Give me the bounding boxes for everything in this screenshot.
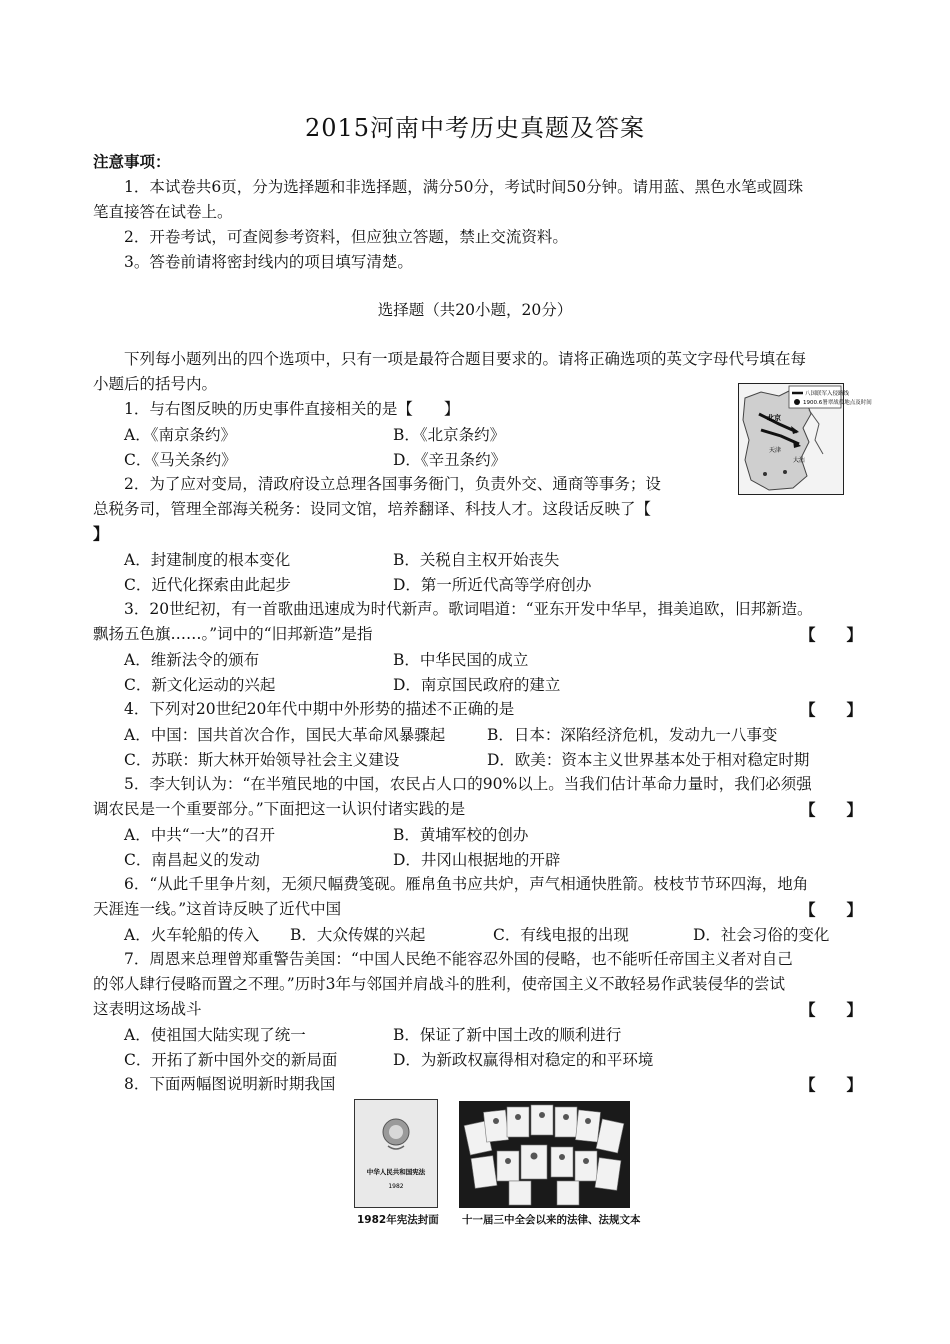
q7-answer-bracket[interactable]: 【 】 <box>800 1000 863 1019</box>
question-4: 4．下列对20世纪20年代中期中外形势的描述不正确的是 <box>124 700 515 718</box>
q1-option-b: B．《北京条约》 <box>393 426 506 444</box>
left-figure-caption: 1982年宪法封面 <box>357 1214 439 1226</box>
q1-option-a: A．《南京条约》 <box>124 426 236 444</box>
q2-option-b: B．关税自主权开始丧失 <box>393 551 560 569</box>
q2-option-a: A．封建制度的根本变化 <box>124 551 291 569</box>
notice-item-2: 2．开卷考试，可查阅参考资料，但应独立答题，禁止交流资料。 <box>124 228 568 246</box>
q7-option-c: C．开拓了新中国外交的新局面 <box>124 1051 338 1069</box>
q5-option-a: A．中共“一大”的召开 <box>124 826 276 844</box>
question-2: 2．为了应对变局，清政府设立总理各国事务衙门，负责外交、通商等事务；设 <box>124 475 661 493</box>
question-5-cont: 调农民是一个重要部分。”下面把这一认识付诸实践的是 <box>93 800 466 818</box>
notice-item-1: 1．本试卷共6页，分为选择题和非选择题，满分50分，考试时间50分钟。请用蓝、黑色水笔或圆珠 <box>124 178 804 196</box>
section-intro: 下列每小题列出的四个选项中，只有一项是最符合题目要求的。请将正确选项的英文字母代号填在每 <box>124 350 807 368</box>
map-label-tianjin: 天津 <box>769 447 782 454</box>
law-texts-drawing <box>459 1101 630 1208</box>
q1-option-c: C．《马关条约》 <box>124 451 237 469</box>
q4-option-b: B．日本：深陷经济危机，发动九一八事变 <box>487 726 778 744</box>
map-legend-1: 八国联军入侵路线 <box>805 391 850 397</box>
q5-option-d: D．井冈山根据地的开辟 <box>393 851 561 869</box>
q6-option-b: B．大众传媒的兴起 <box>290 926 426 944</box>
question-3-cont: 飘扬五色旗……。”词中的“旧邦新造”是指 <box>93 625 373 643</box>
question-7: 7．周恩来总理曾郑重警告美国：“中国人民绝不能容忍外国的侵略，也不能听任帝国主义者对自己 <box>124 950 793 968</box>
question-1: 1．与右图反映的历史事件直接相关的是【 】 <box>124 400 460 418</box>
q1-option-d: D．《辛丑条约》 <box>393 451 507 469</box>
q3-answer-bracket[interactable]: 【 】 <box>800 625 863 644</box>
constitution-cover-year: 1982 <box>388 1183 404 1190</box>
notice-item-1-cont: 笔直接答在试卷上。 <box>93 203 233 221</box>
q5-option-c: C．南昌起义的发动 <box>124 851 260 869</box>
constitution-cover-drawing <box>355 1100 437 1207</box>
section-intro-cont: 小题后的括号内。 <box>93 375 218 393</box>
map-label-dagu: 大沽 <box>793 457 806 464</box>
q2-option-c: C．近代化探索由此起步 <box>124 576 291 594</box>
q4-option-c: C．苏联：斯大林开始领导社会主义建设 <box>124 751 400 769</box>
constitution-cover-title: 中华人民共和国宪法 <box>366 1168 426 1176</box>
q3-option-d: D．南京国民政府的建立 <box>393 676 561 694</box>
q7-option-d: D．为新政权赢得相对稳定的和平环境 <box>393 1051 654 1069</box>
q3-option-b: B．中华民国的成立 <box>393 651 529 669</box>
q5-option-b: B．黄埔军校的创办 <box>393 826 529 844</box>
question-7-cont2: 这表明这场战斗 <box>93 1000 202 1018</box>
q6-option-d: D．社会习俗的变化 <box>693 926 830 944</box>
q3-option-a: A．维新法令的颁布 <box>124 651 260 669</box>
q4-option-a: A．中国：国共首次合作，国民大革命风暴骤起 <box>124 726 446 744</box>
law-texts-image <box>459 1101 630 1208</box>
q4-answer-bracket[interactable]: 【 】 <box>800 700 863 719</box>
notice-item-3: 3。答卷前请将密封线内的项目填写清楚。 <box>124 253 413 271</box>
section-title: 选择题（共20小题，20分） <box>377 301 573 319</box>
page-title: 2015河南中考历史真题及答案 <box>304 114 646 142</box>
q5-answer-bracket[interactable]: 【 】 <box>800 800 863 819</box>
right-figure-caption: 十一届三中全会以来的法律、法规文本 <box>462 1214 641 1226</box>
question-2-cont: 总税务司，管理全部海关税务：设同文馆，培养翻译、科技人才。这段话反映了【 <box>93 500 652 518</box>
q7-option-a: A．使祖国大陆实现了统一 <box>124 1026 306 1044</box>
q7-option-b: B．保证了新中国土改的顺利进行 <box>393 1026 622 1044</box>
question-7-cont: 的邻人肆行侵略而置之不理。”历时3年与邻国并肩战斗的胜利，使帝国主义不敢轻易作武装侵华的尝试 <box>93 975 786 993</box>
q4-option-d: D．欧美：资本主义世界基本处于相对稳定时期 <box>487 751 810 769</box>
map-label-beijing: 北京 <box>767 414 781 422</box>
map-drawing <box>739 384 872 494</box>
map-legend-2: 1900.6署翠战役地点及时间 <box>803 400 872 406</box>
question-6-cont: 天涯连一线。”这首诗反映了近代中国 <box>93 900 342 918</box>
question-5: 5．李大钊认为：“在半殖民地的中国，农民占人口的90%以上。当我们估计革命力量时，我们必须强 <box>124 775 812 793</box>
q3-option-c: C．新文化运动的兴起 <box>124 676 276 694</box>
q6-option-c: C．有线电报的出现 <box>493 926 629 944</box>
question-2-bracket-end: 】 <box>93 524 109 543</box>
question-6: 6．“从此千里争片刻，无须尺幅费笺砚。雁帛鱼书应共炉，声气相通快胜箭。枝枝节节环四海，地角 <box>124 875 809 893</box>
map-figure <box>738 383 872 495</box>
q6-answer-bracket[interactable]: 【 】 <box>800 900 863 919</box>
question-8: 8．下面两幅图说明新时期我国 <box>124 1075 336 1093</box>
q6-option-a: A．火车轮船的传入 <box>124 926 260 944</box>
constitution-cover-image <box>354 1099 438 1208</box>
q8-answer-bracket[interactable]: 【 】 <box>800 1075 863 1094</box>
q2-option-d: D．第一所近代高等学府创办 <box>393 576 592 594</box>
question-3: 3．20世纪初，有一首歌曲迅速成为时代新声。歌词唱道：“亚东开发中华早，揖美追欧，旧邦新造。 <box>124 600 813 618</box>
notice-heading: 注意事项： <box>93 152 171 171</box>
